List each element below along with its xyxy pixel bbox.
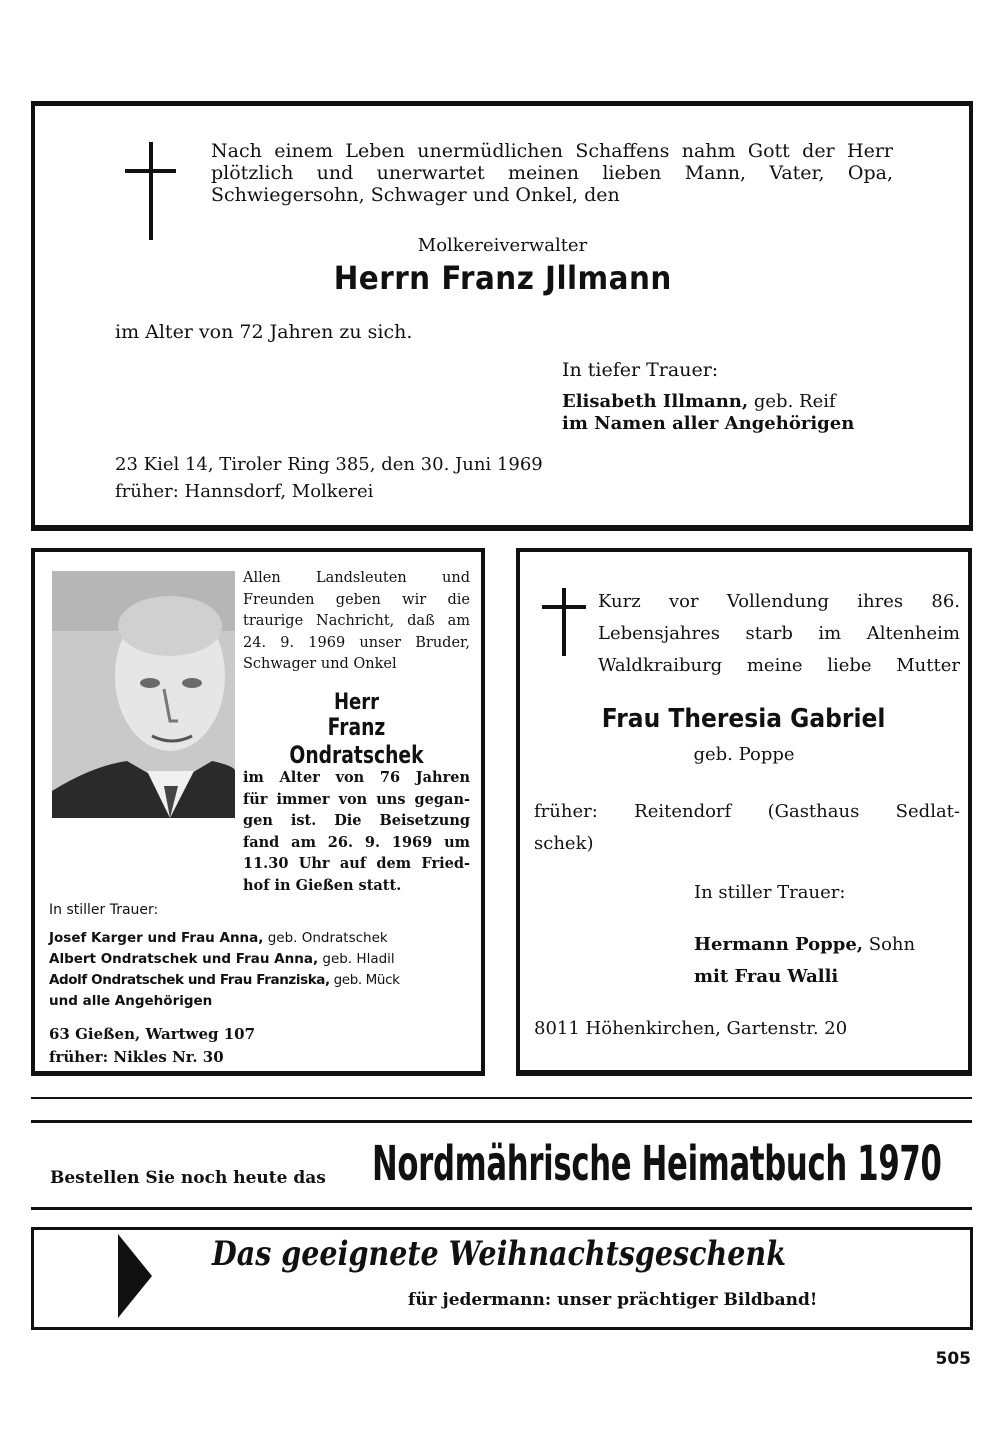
address-block: 63 Gießen, Wartweg 107 früher: Nikles Nr. 30 [49,1025,256,1066]
mourning-label: In stiller Trauer: [49,902,159,918]
age-line: im Alter von 72 Jahren zu sich. [115,321,413,343]
mourning-label: In stiller Trauer: [694,882,846,903]
obituary-ondratschek [31,548,485,1076]
mourning-label: In tiefer Trauer: [562,359,719,381]
deceased-name: Herrn Franz Jllmann [333,259,672,297]
ad-subline: für jedermann: unser prächtiger Bildband! [408,1290,818,1310]
portrait-photo [52,571,235,818]
intro-text: Allen Landsleuten und Freunden geben wir die traurige Nachricht, daß am 24. 9. 1969 unser Bruder, Schwager und Onkel [243,570,470,673]
maiden-name: geb. Poppe [693,744,795,765]
deceased-block: Herr Franz Ondratschek [243,690,470,769]
divider [31,1120,972,1123]
former-residence: früher: Reitendorf (Gasthaus Sedlat- schek) [534,801,960,854]
intro-text: Nach einem Leben unermüdlichen Schaffens nahm Gott der Herr plötzlich und unerwartet meinen lieben Mann, Vater, Opa, Schwiegersohn, Schwager und Onkel, den [211,140,893,206]
address-block: 23 Kiel 14, Tiroler Ring 385, den 30. Juni 1969 früher: Hannsdorf, Molkerei [115,454,543,502]
page-number: 505 [935,1349,971,1369]
book-title: Nordmährische Heimatbuch 1970 [372,1136,942,1192]
mourners: Hermann Poppe, Sohn mit Frau Walli [694,934,916,987]
deceased-name: Franz Ondratschek [289,713,424,769]
mourners: Josef Karger und Frau Anna, geb. Ondratschek Albert Ondratschek und Frau Anna, geb. Hladil Adolf Ondratschek und Frau Franziska, geb. Mück und alle Angehörigen [49,930,400,1009]
occupation: Molkereiverwalter [417,235,588,256]
obituary-illmann [31,101,973,531]
address-line: 8011 Höhenkirchen, Gartenstr. 20 [534,1018,848,1039]
divider [31,1097,972,1099]
body-text: im Alter von 76 Jahren für immer von uns gegan- gen ist. Die Beisetzung fand am 26. 9. 1969 um 11.30 Uhr auf dem Fried- hof in Gießen statt. [243,769,470,894]
ad-slogan: Das geeignete Weihnachtsgeschenk [212,1234,786,1274]
ad-prefix: Bestellen Sie noch heute das [50,1168,326,1188]
deceased-name: Frau Theresia Gabriel [602,704,886,734]
obituary-gabriel [516,548,972,1076]
ad-box [31,1227,973,1330]
divider [31,1207,972,1210]
arrow-right-icon [118,1234,154,1318]
intro-text: Kurz vor Vollendung ihres 86. Lebensjahres starb im Altenheim Waldkraiburg meine liebe Mutter [598,591,960,676]
mourners: Elisabeth Illmann, geb. Reif im Namen aller Angehörigen [562,391,855,434]
